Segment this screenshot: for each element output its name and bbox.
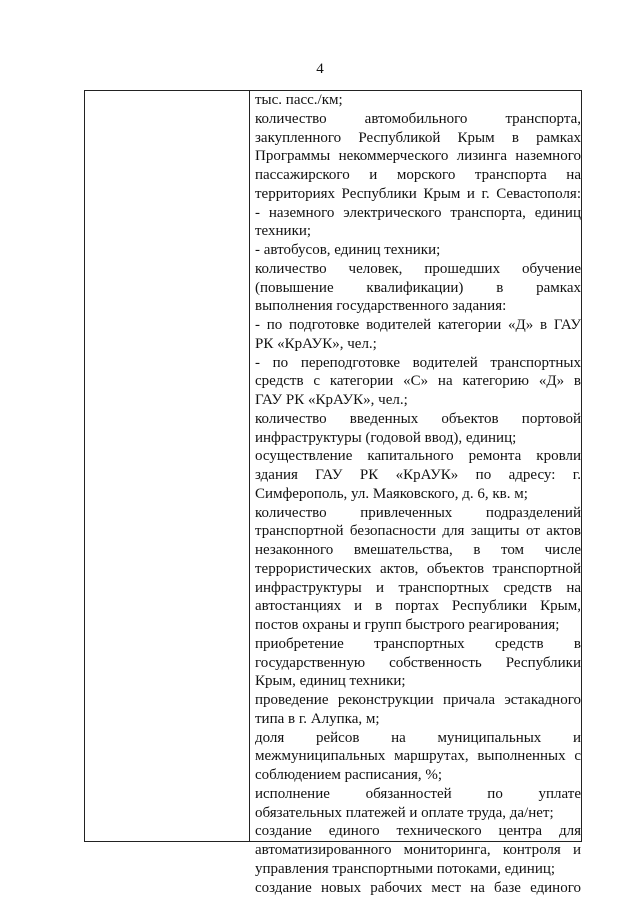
text-line: средств с категории «С» на категорию «Д» в <box>255 373 581 390</box>
text-line: постов охраны и групп быстрого реагирования; <box>255 617 560 633</box>
text-line: управления транспортными потоками, единиц; <box>255 860 556 877</box>
text-line: транспортной безопасности для защиты от актов <box>255 523 581 540</box>
text-line: количество введенных объектов портовой <box>255 410 581 427</box>
text-line: - по переподготовке водителей транспортных <box>255 354 581 371</box>
text-line: РК «КрАУК», чел.; <box>255 335 377 352</box>
text-line: автоматизированного мониторинга, контроля и <box>255 842 581 858</box>
text-line: Программы некоммерческого лизинга наземного <box>255 148 581 165</box>
text-line: техники; <box>255 223 312 240</box>
text-line: количество привлеченных подразделений <box>255 504 581 521</box>
text-line: типа в г. Алупка, м; <box>255 710 380 727</box>
text-line: исполнение обязанностей по уплате <box>255 785 581 802</box>
text-line: пассажирского и морского транспорта на <box>255 167 581 183</box>
text-line: (повышение квалификации) в рамках <box>255 279 581 296</box>
text-line: проведение реконструкции причала эстакадного <box>255 692 581 708</box>
text-line: соблюдением расписания, %; <box>255 767 443 783</box>
text-line: закупленного Республикой Крым в рамках <box>255 129 581 146</box>
text-line: Крым, единиц техники; <box>255 673 406 690</box>
indicators-table <box>84 90 582 896</box>
text-line: создание новых рабочих мест на базе единого <box>255 879 581 896</box>
text-line: обязательных платежей и оплате труда, да/нет; <box>255 804 554 821</box>
text-line: создание единого технического центра для <box>255 823 581 840</box>
text-line: ГАУ РК «КрАУК», чел.; <box>255 392 408 408</box>
text-line: - по подготовке водителей категории «Д» в ГАУ <box>255 317 581 333</box>
text-line: государственную собственность Республики <box>255 654 581 671</box>
text-line: выполнения государственного задания: <box>255 298 507 315</box>
text-line: террористических актов, объектов транспортной <box>255 560 581 577</box>
text-line: осуществление капитального ремонта кровли <box>255 448 581 465</box>
text-line: инфраструктуры и транспортных средств на <box>255 579 581 596</box>
column-divider <box>249 91 250 841</box>
table-left-cell <box>85 91 249 841</box>
text-line: незаконного вмешательства, в том числе <box>255 542 581 558</box>
text-line: - автобусов, единиц техники; <box>255 242 441 258</box>
text-line: приобретение транспортных средств в <box>255 635 581 652</box>
text-line: межмуниципальных маршрутах, выполненных с <box>255 748 581 765</box>
text-line: инфраструктуры (годовой ввод), единиц; <box>255 429 517 446</box>
text-line: доля рейсов на муниципальных и <box>255 729 581 746</box>
text-line: территориях Республики Крым и г. Севастополя: <box>255 185 581 202</box>
page-number: 4 <box>316 61 324 77</box>
text-line: - наземного электрического транспорта, единиц <box>255 204 581 221</box>
text-line: Симферополь, ул. Маяковского, д. 6, кв. м; <box>255 485 528 502</box>
text-line: количество человек, прошедших обучение <box>255 260 581 277</box>
table-right-cell <box>255 91 581 896</box>
text-line: тыс. пасс./км; <box>255 92 343 108</box>
text-line: автостанциях и в портах Республики Крым, <box>255 598 581 615</box>
text-line: здания ГАУ РК «КрАУК» по адресу: г. <box>255 467 581 483</box>
text-line: количество автомобильного транспорта, <box>255 110 581 127</box>
